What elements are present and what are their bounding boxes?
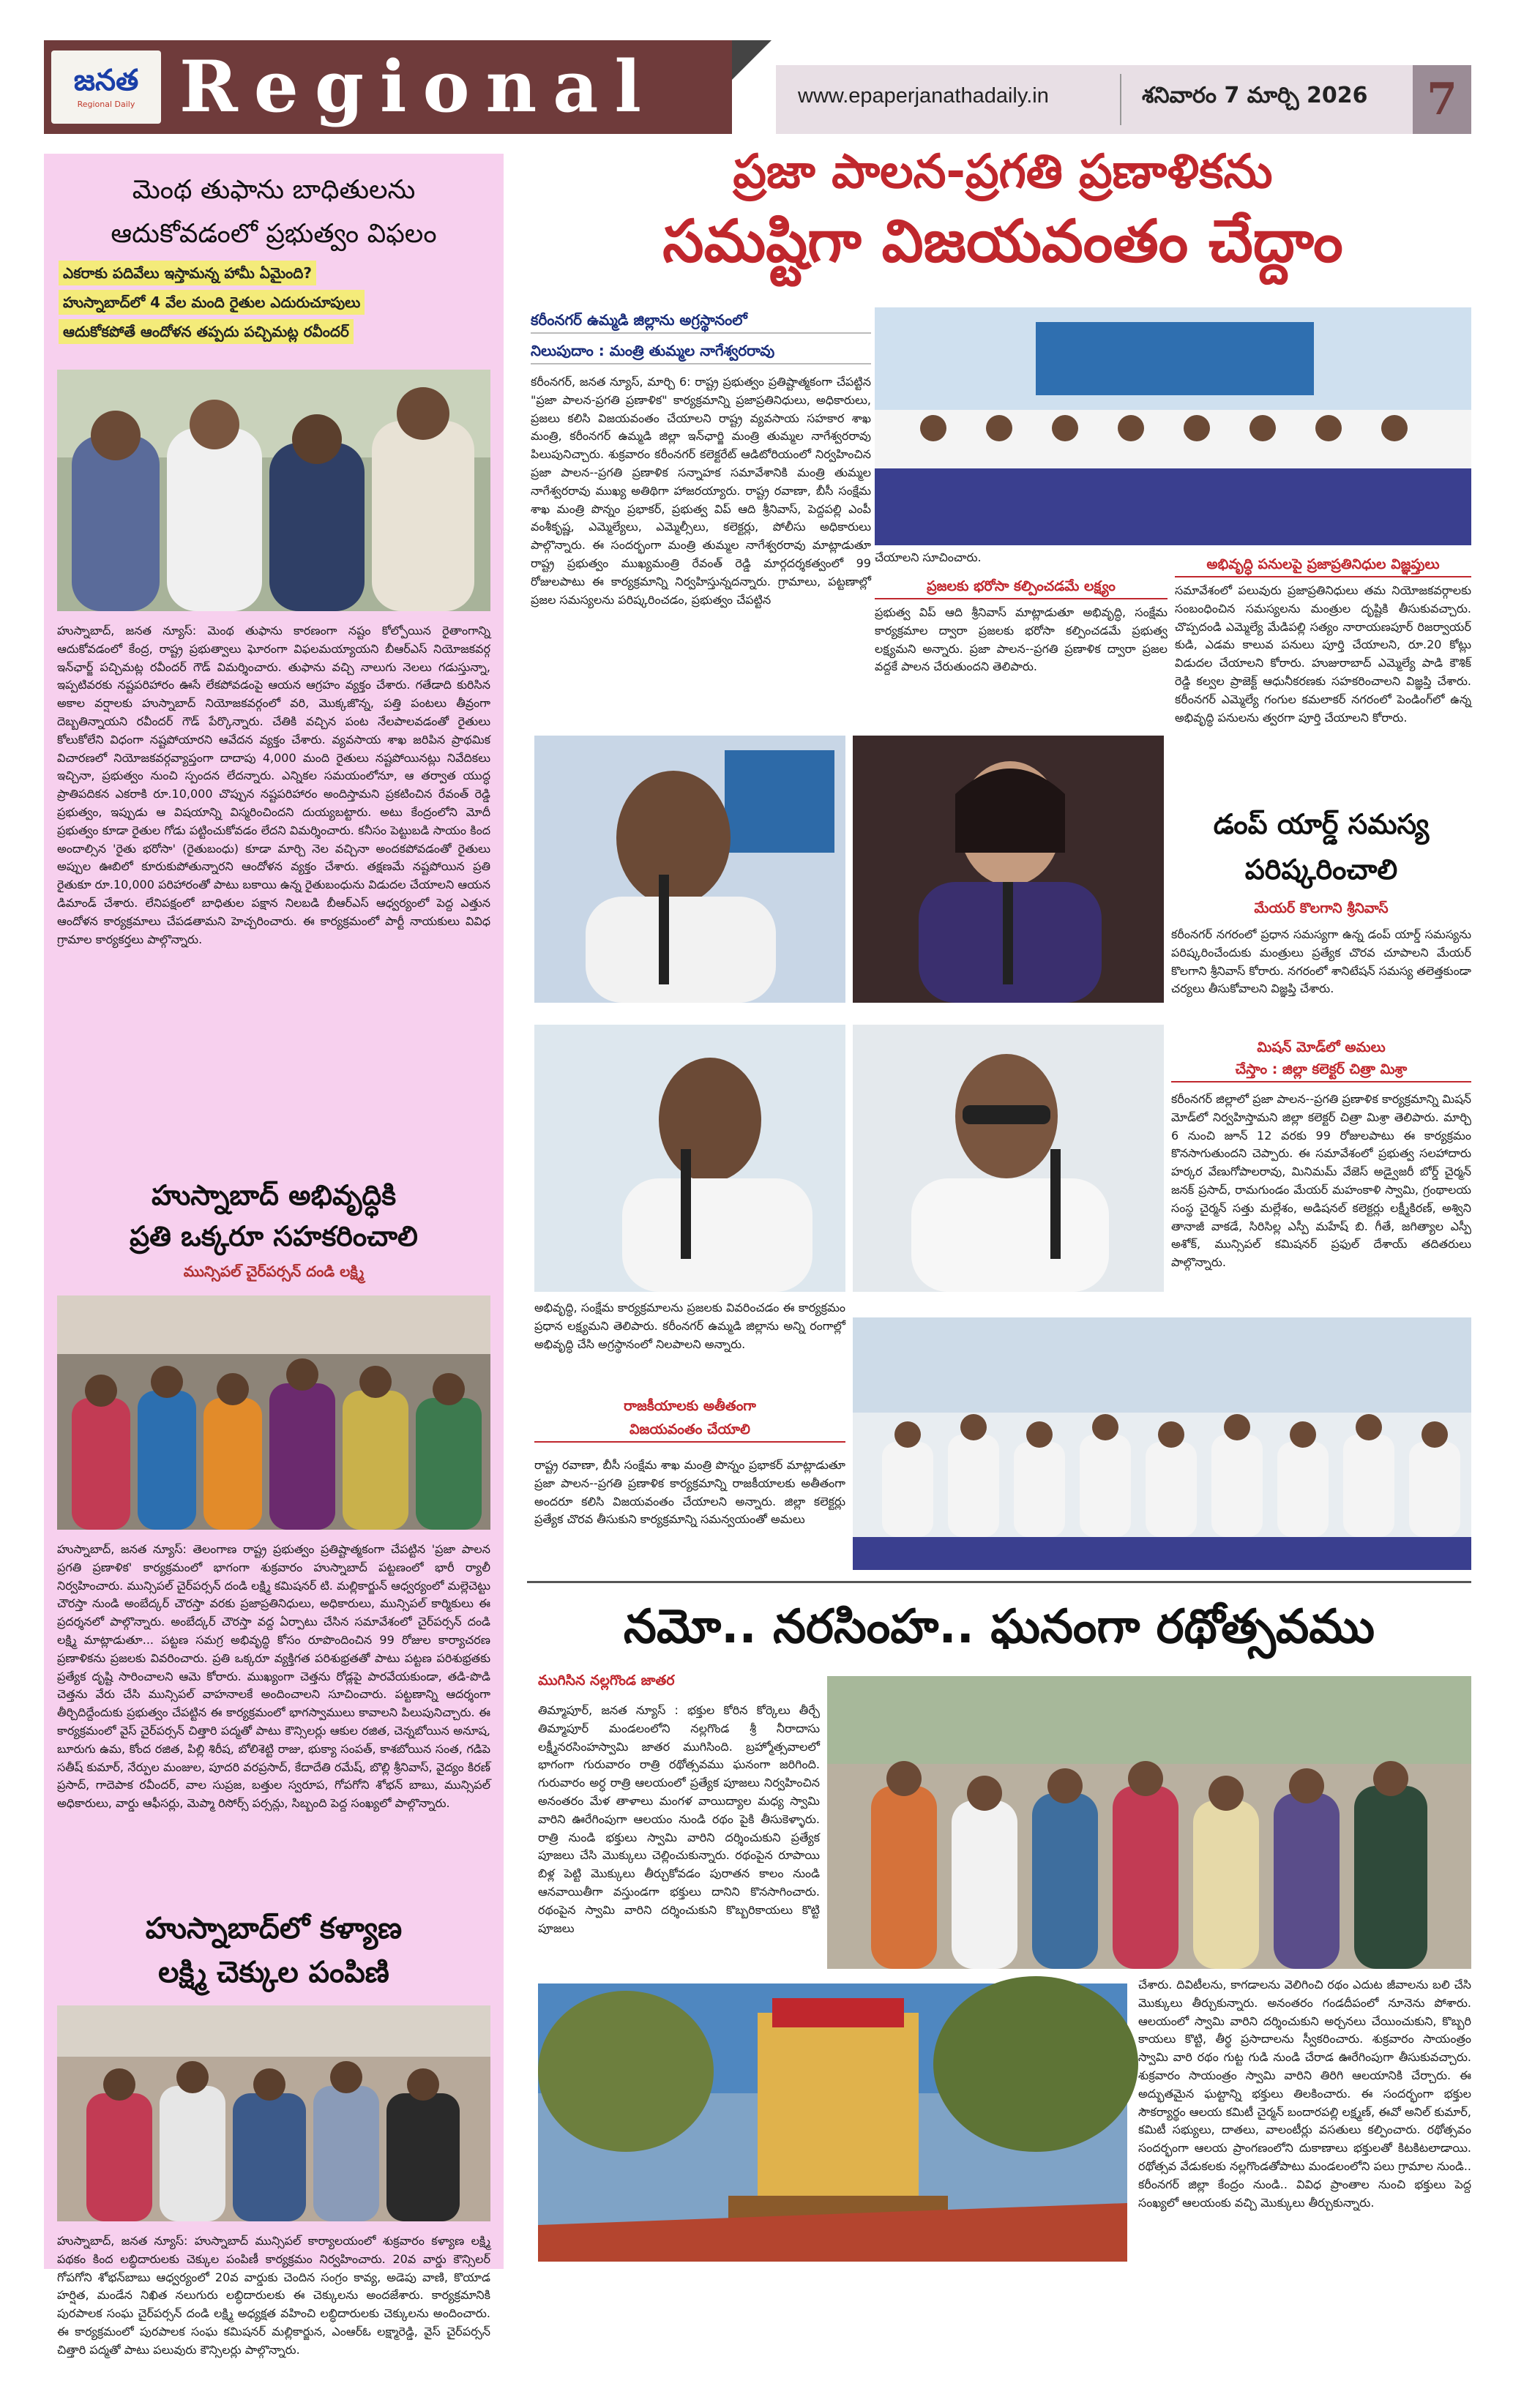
photo-caption-1: చేయాలని సూచించారు. [875,550,982,564]
mission-heading-1: మిషన్ మోడ్‌లో అమలు [1257,1039,1386,1055]
mission-body: కరీంనగర్ జిల్లాలో ప్రజా పాలన--ప్రగతి ప్రణాళిక కార్యక్రమాన్ని మిషన్ మోడ్‌లో నిర్వహిస్తామని జిల్లా కలెక్టర్ చిత్రా మిశ్రా తెలిపారు. మార్చి 6 నుంచి జూన్ 12 వరకు 99 రోజులపాటు ఈ కార్యక్రమం కొనసాగుతుందని చెప్పారు. ఈ సమావేశంలో ప్రభుత్వ సలహాదారు హర్కర వేణుగోపాలరావు, మినిమమ్ వేజెస్ అడ్వైజరీ బోర్డ్ చైర్మన్ జనక్ ప్రసాద్, రామగుండం మేయర్ మహంకాళి స్వామి, గ్రంథాలయ సంస్థ చైర్మన్ సత్తు మల్లేశం, అడిషనల్ కలెక్టర్లు లక్ష్మీకిరణ్, అశ్విని తానాజీ వాకడే, సిరిసిల్ల ఎస్పీ మహేష్ బి. గీతే, జగిత్యాల ఎస్పీ అశోక్, మున్సిపల్ కమిషనర్ ప్రఫుల్ దేశాయ్ తదితరులు పాల్గొన్నారు. [1171,1092,1471,1270]
speaker-photo-collector-illustration [853,1025,1164,1292]
logo-word: జనత [73,62,139,97]
website-link[interactable]: www.epaperjanathadaily.in [798,84,1049,108]
story2-body: హుస్నాబాద్, జనత న్యూస్: తెలంగాణ రాష్ట్ర ప్రభుత్వం ప్రతిష్టాత్మకంగా చేపట్టిన 'ప్రజా పాలన ప్రగతి ప్రణాళిక' కార్యక్రమంలో భాగంగా శుక్రవారం హుస్నాబాద్ పట్టణంలో భారీ ర్యాలీ నిర్వహించారు. మున్సిపల్ చైర్‌పర్సన్ దండి లక్ష్మి కమిషనర్ టి. మల్లికార్జున్ ఆధ్వర్యంలో మల్లెచెట్టు చౌరస్తా నుండి అంబేద్కర్ చౌరస్తా వరకు ప్రజాప్రతినిధులు, అధికారులు, మున్సిపల్ కార్మికులు ఈ ప్రదర్శనలో పాల్గొన్నారు. అంబేద్కర్ చౌరస్తా వద్ద ఏర్పాటు చేసిన సమావేశంలో చైర్‌పర్సన్ దండి లక్ష్మి మాట్లాడుతూ... పట్టణ సమగ్ర అభివృద్ధి కోసం రూపొందించిన 99 రోజుల కార్యాచరణ ప్రణాళికను ప్రజలకు వివరించారు. ప్రతి ఒక్కరూ వ్యక్తిగత పరిశుభ్రతతో పాటు పట్టణ పరిశుభ్రతకు ప్రత్యేక దృష్టి సారించాలని ఆమె కోరారు. ముఖ్యంగా చెత్తను రోడ్లపై పారవేయకుండా, తడి-పొడి చెత్తను వేరు చేసి మున్సిపల్ వాహనాలకే అందించాలని సూచించారు. పట్టణాన్ని ఆదర్శంగా తీర్చిదిద్దేందుకు ప్రభుత్వం చేపట్టిన ఈ కార్యక్రమంలో భాగస్వాములు కావాలని పిలుపునిచ్చారు. ఈ కార్యక్రమంలో వైస్ చైర్‌పర్సన్ చిత్తారి పద్మతో పాటు కౌన్సిలర్లు ఆకుల రజిత, చెన్నబోయిన అనూష, బూరుగు ఉమ, కోంద రజిత, పిల్లి శిరీష, బోలిశెట్టి రాజు, భుక్యా సంపత్, కాశబోయిన సంత, గడిపె సతీష్ కుమార్, నేర్పుల మంజుల, పూదరి వరప్రసాద్, కేదాదేతి రమేష్, బొల్లి శ్రీనివాస్, వైద్యం కిరణ్ ప్రసాద్, గాదెపాక రవీందర్, వాల సుప్రజ, బత్తుల స్వరూప, గోపగోని శోభన్ బాబు, మున్సిపల్ అధికారులు, వార్డు ఆఫీసర్లు, మెప్మా రిసోర్స్ పర్సన్లు, సిబ్బంది పెద్ద సంఖ్యలో పాల్గొన్నారు. [57,1542,490,1811]
main-headline-line2: సమష్టిగా విజయవంతం చేద్దాం [662,207,1343,275]
speaker-photo-minister-illustration [534,736,845,1003]
story2-photo[interactable] [57,1295,490,1530]
story2-headline-line1: హుస్నాబాద్ అభివృద్ధికి [151,1179,397,1211]
chariot-festival-headline: నమో.. నరసింహ.. ఘనంగా రథోత్సవము [623,1600,1375,1654]
story1-photo[interactable] [57,370,490,611]
story3-body: హుస్నాబాద్, జనత న్యూస్: హుస్నాబాద్ మున్సిపల్ కార్యాలయంలో శుక్రవారం కళ్యాణ లక్ష్మి పథకం కింద లబ్ధిదారులకు చెక్కుల పంపిణీ కార్యక్రమం నిర్వహించారు. 20వ వార్డు కౌన్సిలర్ గోపగోని శోభన్‌బాబు ఆధ్వర్యంలో 20వ వార్డుకు చెందిన సంగ్రం కావ్య, అడెపు వాణి, కొయాడ హర్షిత, మండేన నిఖిత నలుగురు లబ్ధిదారులకు ఈ చెక్కులను అందజేశారు. కార్యక్రమానికి పురపాలక సంఘ చైర్‌పర్సన్ దండి లక్ష్మి అధ్యక్షత వహించి లబ్ధిదారులకు చెక్కులను అందించారు. ఈ కార్యక్రమంలో పురపాలక సంఘ కమిషనర్ మల్లికార్జున, ఎంఆర్ఓ లక్ష్మారెడ్డి, వైస్ చైర్‌పర్సన్ చిత్తారి పద్మతో పాటు పలువురు కౌన్సిలర్లు పాల్గొన్నారు. [57,2234,490,2357]
story2-headline-line2: ప్రతి ఒక్కరూ సహకరించాలి [130,1220,418,1252]
story2-photo-illustration [57,1295,490,1530]
dump-yard-body: కరీంనగర్ నగరంలో ప్రధాన సమస్యగా ఉన్న డంప్ యార్డ్ సమస్యను పరిష్కరించేందుకు మంత్రులు ప్రత్యేక చొరవ చూపాలని మేయర్ కొలగాని శ్రీనివాస్ కోరారు. నగరంలో శానిటేషన్ సమస్య తలెత్తకుండా చర్యలు తీసుకోవాలని విజ్ఞప్తి చేశారు. [1171,927,1471,996]
chariot-photo[interactable] [538,1983,1127,2262]
mission-heading-2: చేస్తాం : జిల్లా కలెక్టర్ చిత్రా మిశ్రా [1171,1061,1471,1083]
trust-body: ప్రభుత్వ విప్ ఆది శ్రీనివాస్ మాట్లాడుతూ అభివృద్ధి, సంక్షేమ కార్యక్రమాల ద్వారా ప్రజలకు భరోసా కల్పించడమే ప్రభుత్వ లక్ష్యమని అన్నారు. ప్రజా పాలన--ప్రగతి ప్రణాళిక ద్వారా ప్రజల వద్దకే పాలన చేరుతుందని తెలిపారు. [875,605,1168,674]
issue-date: శనివారం 7 మార్చి 2026 [1142,83,1368,108]
chariot-festival-body-2: చేశారు. దివిటీలను, కాగడాలను వెలిగించి రథం ఎదుట జీవాలను బలి చేసి మొక్కులు తీర్చుకున్నారు. అనంతరం గండదీపంలో నూనెను పోశారు. ఆలయంలో స్వామి వారిని దర్శించుకుని అర్చనలు చేయించుకుని, కొబ్బరి కాయలు కొట్టి, తీర్థ ప్రసాదాలను స్వీకరించారు. శుక్రవారం సాయంత్రం స్వామి వారి రథం గుట్ట గుడి నుండి చేరాడ ఊరేగింపుగా తీసుకువచ్చారు. శుక్రవారం సాయంత్రం స్వామి వారిని తిరిగి ఆలయానికి చేర్చారు. ఈ అద్భుతమైన ఘట్టాన్ని భక్తులు తిలకించారు. ఈ సందర్భంగా భక్తుల సౌకర్యార్థం ఆలయ కమిటీ చైర్మన్ బందారపల్లి లక్ష్మణ్, ఈవో అనిల్ కుమార్, కమిటీ సభ్యులు, దాతలు, వాలంటీర్లు వసతులు కల్పించారు. రథోత్సవం సందర్భంగా ఆలయ ప్రాంగణంలోని దుకాణాలు భక్తులతో కిటకిటలాడాయి. రథోత్సవ వేడుకలకు నల్లగొండతోపాటు మండలంలోని పలు గ్రామాల నుండి.. కరీంనగర్ జిల్లా కేంద్రం నుండి.. వివిధ ప్రాంతాల నుంచి భక్తులు పెద్ద సంఖ్యలో ఆలయంకు వచ్చి మొక్కులు తీర్చుకున్నారు. [1138,1978,1471,2210]
speaker-photo-mp[interactable] [534,1025,845,1292]
page-number: 7 [1413,65,1471,134]
dev-requests-body: సమావేశంలో పలువురు ప్రజాప్రతినిధులు తమ నియోజకవర్గాలకు సంబంధించిన సమస్యలను మంత్రుల దృష్టికి తీసుకువచ్చారు. చొప్పదండి ఎమ్మెల్యే మేడిపల్లి సత్యం నారాయణపూర్ రిజర్వాయర్ కుడి, ఎడమ కాలువ పనులు పూర్తి చేయాలని, రూ.20 కోట్లు విడుదల చేయాలని కోరారు. హుజురాబాద్ ఎమ్మెల్యే పాడి కౌశిక్ రెడ్డి కల్వల ప్రాజెక్ట్ ఆధునీకరణకు సహకరించాలని విజ్ఞప్తి చేశారు. కరీంనగర్ ఎమ్మెల్యే గంగుల కమలాకర్ నగరంలో పెండింగ్‌లో ఉన్న అభివృద్ధి పనులను త్వరగా పూర్తి చేయాలని కోరారు. [1175,583,1471,725]
story2-byline: మున్సిపల్ చైర్‌పర్సన్ దండి లక్ష్మి [183,1263,365,1280]
story1-headline-line2: ఆదుకోవడంలో ప్రభుత్వం విఫలం [111,219,437,249]
dump-yard-headline-line1: డంప్ యార్డ్ సమస్య [1213,808,1430,840]
politics-heading-2: విజయవంతం చేయాలి [534,1421,845,1443]
newspaper-logo[interactable] [51,51,161,124]
devotees-queue-illustration [827,1676,1471,1969]
section-divider [527,1581,1471,1583]
story3-photo-illustration [57,2005,490,2221]
main-body-1: కరీంనగర్, జనత న్యూస్, మార్చి 6: రాష్ట్ర ప్రభుత్వం ప్రతిష్టాత్మకంగా చేపట్టిన "ప్రజా పాలన-ప్రగతి ప్రణాళిక" కార్యక్రమాన్ని ప్రజాప్రతినిధులు, అధికారులు, ప్రజలు కలిసి విజయవంతం చేయాలని రాష్ట్ర వ్యవసాయ సహకార శాఖ మంత్రి, కరీంనగర్ ఉమ్మడి జిల్లా ఇన్‌ఛార్జి మంత్రి తుమ్మల నాగేశ్వరరావు పిలుపునిచ్చారు. శుక్రవారం కరీంనగర్ కలెక్టరేట్ ఆడిటోరియంలో నిర్వహించిన ప్రజా పాలన--ప్రగతి ప్రణాళిక సన్నాహక సమావేశానికి మంత్రి తుమ్మల నాగేశ్వరరావు ముఖ్య అతిథిగా హాజరయ్యారు. రాష్ట్ర రవాణా, బీసీ సంక్షేమ శాఖ మంత్రి పొన్నం ప్రభాకర్, ప్రభుత్వ విప్ ఆది శ్రీనివాస్, పెద్దపల్లి ఎంపీ వంశీకృష్ణ, ఎమ్మెల్యేలు, ఎమ్మెల్సీలు, కలెక్టర్లు, పోలీసు అధికారులు పాల్గొన్నారు. ఈ సందర్భంగా మంత్రి తుమ్మల నాగేశ్వరరావు మాట్లాడుతూ రాష్ట్ర ప్రభుత్వం ముఖ్యమంత్రి రేవంత్ రెడ్డి మార్గదర్శకత్వంలో 99 రోజులపాటు ఈ కార్యక్రమాన్ని నిర్వహిస్తున్నదన్నారు. గ్రామాలు, పట్టణాల్లో ప్రజల సమస్యలను పరిష్కరించడం, ప్రభుత్వం చేపట్టిన [531,375,871,607]
masthead-banner [44,40,732,134]
story3-headline-line1: హుస్నాబాద్‌లో కళ్యాణ [145,1912,403,1945]
section-title: Regional [179,45,657,128]
speaker-photo-collector[interactable] [853,1025,1164,1292]
masthead-tab-decoration [732,40,772,80]
trust-heading: ప్రజలకు భరోసా కల్పించడమే లక్ష్యం [875,578,1168,599]
story2-headline [44,1175,504,1257]
left-column-panel [44,154,504,2357]
story1-kicker-3: ఆదుకోకపోతే ఆందోళన తప్పదు పచ్చిమట్ల రవీందర్ [59,319,354,344]
meeting-stage-illustration [875,307,1471,545]
main-subhead-2: నిలుపుదాం : మంత్రి తుమ్మల నాగేశ్వరరావు [531,338,871,364]
mid-body: అభివృద్ధి, సంక్షేమ కార్యక్రమాలను ప్రజలకు వివరించడం ఈ కార్యక్రమం ప్రధాన లక్ష్యమని తెలిపారు. కరీంనగర్ ఉమ్మడి జిల్లాను అన్ని రంగాల్లో అభివృద్ధి చేసి అగ్రస్థానంలో నిలపాలని అన్నారు. [534,1301,845,1351]
chariot-festival-byline: ముగిసిన నల్లగొండ జాతర [538,1672,675,1689]
story1-headline-line1: మెంథ తుఫాను బాధితులను [132,175,416,205]
logo-subtitle: Regional Daily [77,99,135,109]
speaker-photo-minister[interactable] [534,736,845,1003]
dump-yard-byline: మేయర్ కొలగాని శ్రీనివాస్ [1254,900,1389,916]
speaker-photo-mp-illustration [534,1025,845,1292]
main-subhead-1: కరీంనగర్ ఉమ్మడి జిల్లాను అగ్రస్థానంలో [531,307,871,334]
dignitaries-release-illustration [853,1317,1471,1570]
story1-headline [44,168,504,256]
story1-photo-illustration [57,370,490,611]
main-headline-line1: ప్రజా పాలన-ప్రగతి ప్రణాళికను [733,145,1273,199]
story1-kicker-2: హుస్నాబాద్‌లో 4 వేల మంది రైతుల ఎదురుచూపులు [59,290,365,315]
story3-headline [44,1907,504,1994]
story1-body: హుస్నాబాద్, జనత న్యూస్: మెంథ తుఫాను కారణంగా నష్టం కోల్పోయిన రైతాంగాన్ని ఆదుకోవడంలో కేంద్ర, రాష్ట్ర ప్రభుత్వాలు ఘోరంగా విఫలమయ్యాయని బీఆర్ఎస్ నియోజకవర్గ ఇన్‌ఛార్జ్ పచ్చిమట్ల రవీందర్ గౌడ్ విమర్శించారు. తుఫాను వచ్చి నాలుగు నెలలు గడుస్తున్నా, ఇప్పటివరకు నష్టపరిహారం ఊసే లేకపోవడంపై ఆయన ఆగ్రహం వ్యక్తం చేశారు. గతేడాది కురిసిన అకాల వర్షాలకు హుస్నాబాద్ నియోజకవర్గంలో వరి, మొక్కజొన్న, పత్తి పంటలు తీవ్రంగా దెబ్బతిన్నాయని రవీందర్ గౌడ్ పేర్కొన్నారు. చేతికి వచ్చిన పంట నేలపాలవడంతో రైతులు కోలుకోలేని విధంగా నష్టపోయారని ఆవేదన వ్యక్తం చేశారు. వ్యవసాయ శాఖ జరిపిన ప్రాథమిక విచారణలో నియోజకవర్గవ్యాప్తంగా దాదాపు 4,000 మంది రైతులు నష్టపోయినట్లు నివేదికలు ఇచ్చినా, ప్రభుత్వం నుంచి స్పందన లేదన్నారు. ఎన్నికల సమయంలోనూ, ఆ తర్వాత యుద్ధ ప్రాతిపదికన ఎకరాకి రూ.10,000 చొప్పున నష్టపరిహారం అందిస్తామని ప్రకటించిన రేవంత్ రెడ్డి ప్రభుత్వం, ఇప్పుడు ఆ విషయాన్ని విస్మరించిందని దుయ్యబట్టారు. అటు కేంద్రంలోని మోదీ ప్రభుత్వం కూడా రైతుల గోడు పట్టించుకోవడం లేదని విమర్శించారు. కనీసం పెట్టుబడి సాయం కింద అందాల్సిన 'రైతు భరోసా' (రైతుబంధు) కూడా మార్చి నెల వచ్చినా అందకపోవడంతో రైతులు అప్పుల ఊబిలో కూరుకుపోతున్నారని ఆందోళన వ్యక్తం చేశారు. తక్షణమే నష్టపోయిన ప్రతి రైతుకూ రూ.10,000 పరిహారంతో పాటు బకాయి ఉన్న రైతుబంధును విడుదల చేయాలని ఆయన డిమాండ్ చేశారు. లేనిపక్షంలో బాధితుల పక్షాన నిలబడి బీఆర్ఎస్ ఆధ్వర్యంలో పెద్ద ఎత్తున ఆందోళన కార్యక్రమాలు చేపడతామని హెచ్చరించారు. ఈ కార్యక్రమంలో పార్టీ నాయకులు వివిధ గ్రామాల కార్యకర్తలు పాల్గొన్నారు. [57,624,490,946]
story1-kicker-1: ఎకరాకు పదివేలు ఇస్తామన్న హామీ ఏమైంది? [59,261,316,285]
meeting-stage-photo[interactable] [875,307,1471,545]
chariot-illustration [538,1983,1127,2262]
dignitaries-release-photo[interactable] [853,1317,1471,1570]
politics-body: రాష్ట్ర రవాణా, బీసీ సంక్షేమ శాఖ మంత్రి పొన్నం ప్రభాకర్ మాట్లాడుతూ ప్రజా పాలన--ప్రగతి ప్రణాళిక కార్యక్రమాన్ని రాజకీయాలకు అతీతంగా అందరూ కలిసి విజయవంతం చేయాలని అన్నారు. జిల్లా కలెక్టర్లు ప్రత్యేక చొరవ తీసుకుని కార్యక్రమాన్ని సమన్వయంతో అమలు [534,1458,845,1527]
dev-requests-heading: అభివృద్ధి పనులపై ప్రజాప్రతినిధుల విజ్ఞప్తులు [1175,556,1471,577]
masthead-divider [1120,74,1121,125]
story3-headline-line2: లక్ష్మి చెక్కుల పంపిణి [158,1956,389,1989]
masthead [44,40,1471,134]
devotees-queue-photo[interactable] [827,1676,1471,1969]
story3-photo[interactable] [57,2005,490,2221]
dump-yard-headline [1171,801,1471,892]
masthead-info-bar [776,65,1471,134]
chariot-festival-body-1: తిమ్మాపూర్, జనత న్యూస్ : భక్తుల కోరిన కోర్కెలు తీర్చే తిమ్మాపూర్ మండలంలోని నల్లగొండ శ్రీ నీరాదాసు లక్ష్మీనరసింహస్వామి జాతర ముగిసింది. బ్రహ్మోత్సవాలలో భాగంగా గురువారం రాత్రి రథోత్సవము ఘనంగా జరిగింది. గురువారం అర్ధ రాత్రి ఆలయంలో ప్రత్యేక పూజలు నిర్వహించిన అనంతరం మేళ తాళాలు మంగళ వాయిద్యాల మధ్య స్వామి వారిని ఊరేగింపుగా ఆలయం నుండి రథం పైకి తీసుకెళ్ళారు. రాత్రి నుండి భక్తులు స్వామి వారిని దర్శించుకుని ప్రత్యేక పూజలు చేసి మొక్కులు చెల్లించుకున్నారు. రథంపైన రూపాయి బిళ్ల పెట్టి మొక్కులు తీర్చుకోవడం పురాతన కాలం నుండి ఆనవాయితీగా వస్తుండగా భక్తులు దానిని కొనసాగించారు. రథంపైన స్వామి వారిని దర్శించుకుని కొబ్బరికాయలు కొట్టి పూజలు [538,1703,820,1935]
dump-yard-headline-line2: పరిష్కరించాలి [1244,853,1398,886]
politics-heading-1: రాజకీయాలకు అతీతంగా [624,1398,756,1414]
speaker-photo-vip-illustration [853,736,1164,1003]
speaker-photo-vip[interactable] [853,736,1164,1003]
